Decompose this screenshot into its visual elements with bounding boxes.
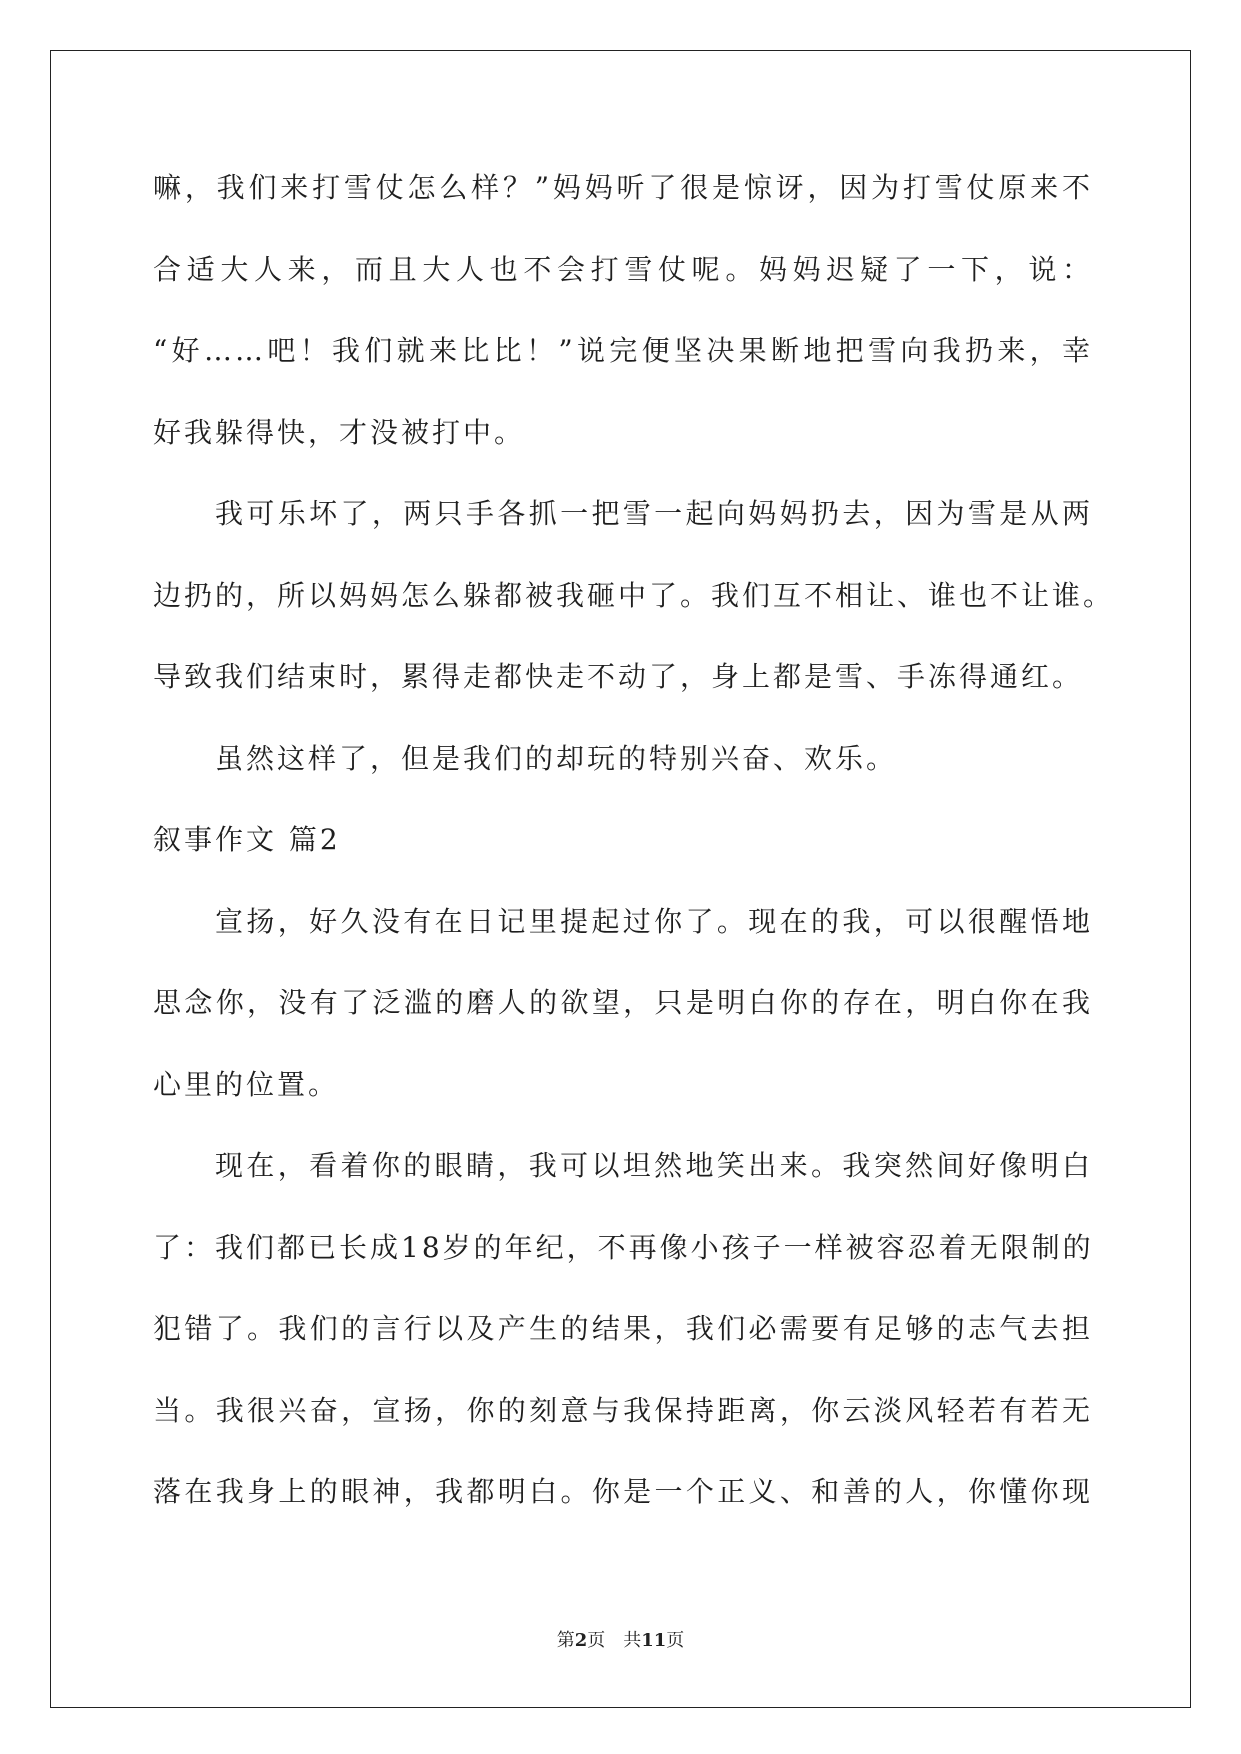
total-word: 共 [623, 1630, 642, 1651]
page-unit: 页 [587, 1630, 606, 1651]
text-line: 宣扬，好久没有在日记里提起过你了。现在的我，可以很醒悟地 [215, 904, 1093, 938]
document-body [153, 147, 1153, 1533]
text-line: 合适大人来，而且大人也不会打雪仗呢。妈妈迟疑了一下，说： [153, 252, 1093, 286]
section-heading: 叙事作文 篇2 [153, 823, 341, 856]
text-line: 思念你，没有了泛滥的磨人的欲望，只是明白你的存在，明白你在我 [153, 986, 1093, 1019]
text-line: 边扔的，所以妈妈怎么躲都被我砸中了。我们互不相让、谁也不让谁。 [153, 578, 1115, 612]
text-line: 落在我身上的眼神，我都明白。你是一个正义、和善的人，你懂你现 [153, 1475, 1093, 1508]
text-line: 我可乐坏了，两只手各抓一把雪一起向妈妈扔去，因为雪是从两 [215, 497, 1093, 530]
text-line: 导致我们结束时，累得走都快走不动了，身上都是雪、手冻得通红。 [153, 660, 1084, 693]
total-unit: 页 [666, 1630, 685, 1651]
total-pages: 11 [641, 1630, 667, 1651]
text-line: 嘛，我们来打雪仗怎么样？”妈妈听了很是惊讶，因为打雪仗原来不 [153, 171, 1093, 204]
text-line: 好我躲得快，才没被打中。 [153, 415, 526, 449]
text-line: “好……吧！我们就来比比！”说完便坚决果断地把雪向我扔来，幸 [153, 334, 1093, 367]
page-word: 第 [556, 1630, 575, 1651]
text-line: 了：我们都已长成18岁的年纪，不再像小孩子一样被容忍着无限制的 [153, 1230, 1094, 1264]
text-line: 犯错了。我们的言行以及产生的结果，我们必需要有足够的志气去担 [153, 1312, 1093, 1345]
text-line: 虽然这样了，但是我们的却玩的特别兴奋、欢乐。 [215, 741, 898, 775]
text-line: 现在，看着你的眼睛，我可以坦然地笑出来。我突然间好像明白 [215, 1149, 1093, 1182]
page-footer [0, 1626, 1241, 1656]
page-number: 2 [574, 1630, 588, 1651]
text-line: 当。我很兴奋，宣扬，你的刻意与我保持距离，你云淡风轻若有若无 [153, 1393, 1093, 1427]
text-line: 心里的位置。 [153, 1067, 340, 1101]
